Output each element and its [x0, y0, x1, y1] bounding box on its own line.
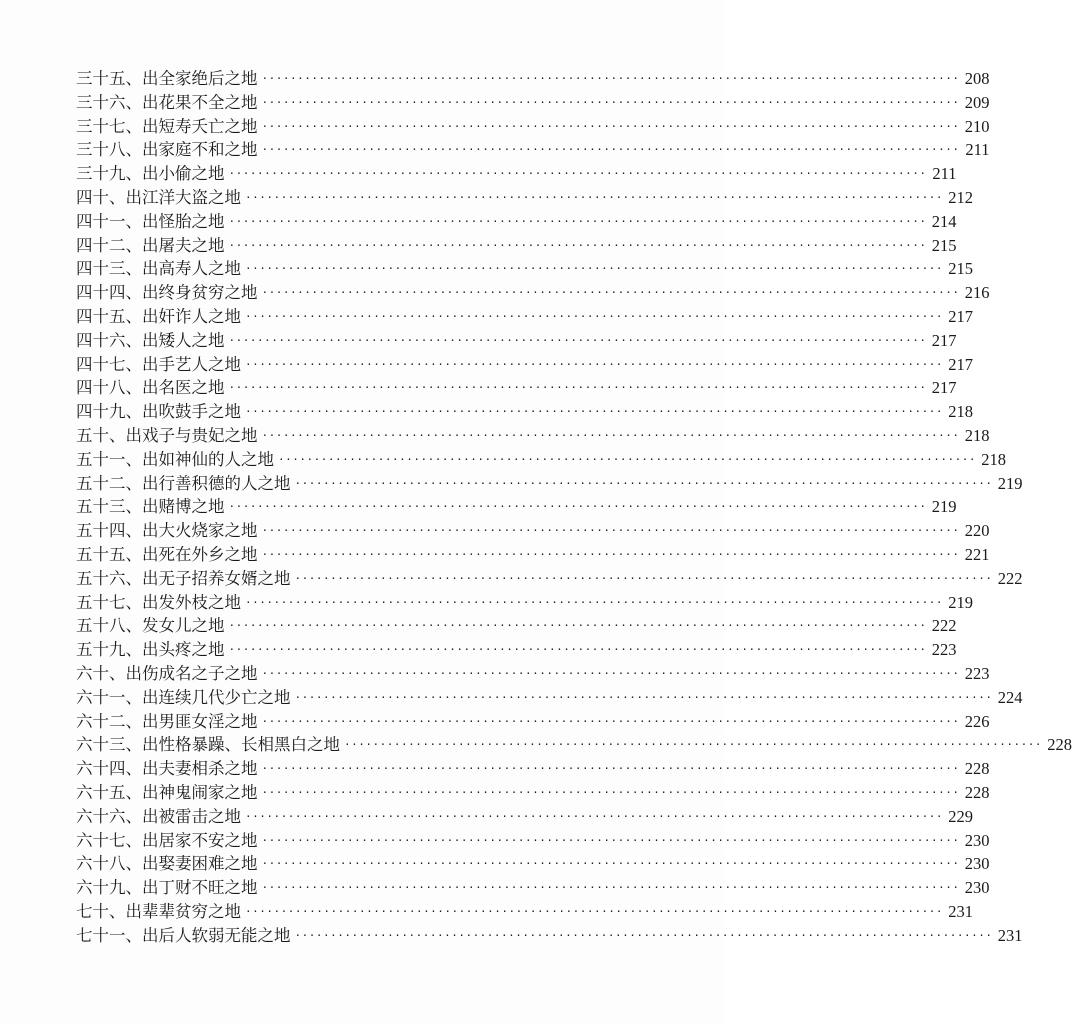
- toc-entry-page-number: 215: [948, 259, 974, 279]
- toc-entry: [76, 495, 957, 519]
- toc-entry-page-number: 211: [965, 140, 990, 160]
- toc-dot-leader: ··································································································: [245, 904, 944, 918]
- toc-entry-title: 四十五、出奸诈人之地: [76, 306, 241, 326]
- toc-dot-leader: ··································································································: [245, 262, 944, 276]
- toc-entry: [76, 257, 974, 281]
- toc-dot-leader: ··································································································: [245, 809, 944, 823]
- toc-dot-leader: ··································································································: [228, 333, 927, 347]
- toc-entry-page-number: 229: [948, 806, 974, 826]
- toc-entry-page-number: 219: [997, 473, 1023, 493]
- toc-dot-leader: ··································································································: [228, 500, 927, 514]
- toc-entry-page-number: 228: [964, 759, 990, 779]
- toc-dot-leader: ··································································································: [245, 357, 944, 371]
- toc-dot-leader: ··································································································: [261, 547, 960, 561]
- toc-dot-leader: ··································································································: [294, 690, 993, 704]
- toc-entry-title: 七十、出辈辈贫穷之地: [76, 901, 241, 921]
- toc-entry: [76, 710, 990, 734]
- toc-dot-leader: ··································································································: [228, 214, 927, 228]
- toc-entry: [76, 448, 1007, 472]
- toc-entry-title: 五十九、出头疼之地: [76, 640, 225, 660]
- toc-entry: [76, 591, 974, 615]
- toc-dot-leader: ··································································································: [261, 714, 960, 728]
- toc-entry-title: 四十、出江洋大盗之地: [76, 187, 241, 207]
- toc-dot-leader: ··································································································: [261, 119, 960, 133]
- toc-dot-leader: ··································································································: [294, 928, 993, 942]
- toc-entry: [76, 829, 990, 853]
- toc-entry-page-number: 208: [964, 69, 990, 88]
- toc-entry: [76, 757, 990, 781]
- toc-entry-page-number: 223: [931, 640, 957, 660]
- toc-entry-title: 六十五、出神鬼闹家之地: [76, 782, 258, 802]
- toc-dot-leader: ··································································································: [261, 833, 960, 847]
- toc-entry-title: 五十、出戏子与贵妃之地: [76, 425, 258, 445]
- toc-entry-page-number: 210: [964, 116, 990, 136]
- toc-entry: [76, 162, 957, 186]
- toc-entry-title: 四十九、出吹鼓手之地: [76, 402, 241, 422]
- toc-entry-title: 四十七、出手艺人之地: [76, 354, 241, 374]
- toc-entry-page-number: 218: [981, 449, 1007, 469]
- toc-entry-page-number: 211: [932, 164, 957, 184]
- toc-dot-leader: ··································································································: [261, 666, 960, 680]
- toc-entry-page-number: 221: [964, 544, 990, 564]
- toc-dot-leader: ··································································································: [228, 619, 927, 633]
- toc-dot-leader: ··································································································: [278, 452, 977, 466]
- toc-entry-title: 四十二、出屠夫之地: [76, 235, 225, 255]
- toc-entry-title: 三十八、出家庭不和之地: [76, 140, 258, 160]
- toc-entry-page-number: 218: [948, 402, 974, 422]
- toc-entry-title: 四十三、出高寿人之地: [76, 259, 241, 279]
- toc-entry-page-number: 209: [964, 92, 990, 112]
- toc-entry: [76, 281, 990, 305]
- toc-entry-title: 六十四、出夫妻相杀之地: [76, 759, 258, 779]
- toc-entry-title: 四十八、出名医之地: [76, 378, 225, 398]
- toc-dot-leader: ··································································································: [261, 762, 960, 776]
- toc-entry: [76, 805, 974, 829]
- toc-dot-leader: ··································································································: [245, 595, 944, 609]
- toc-entry-title: 五十七、出发外枝之地: [76, 592, 241, 612]
- toc-entry-page-number: 231: [948, 901, 974, 921]
- toc-entry-title: 五十六、出无子招养女婿之地: [76, 568, 291, 588]
- toc-entry-title: 四十四、出终身贫穷之地: [76, 283, 258, 303]
- toc-entry-page-number: 214: [931, 211, 957, 231]
- toc-entry-title: 六十六、出被雷击之地: [76, 806, 241, 826]
- toc-dot-leader: ··································································································: [261, 881, 960, 895]
- toc-entry: [76, 876, 990, 900]
- toc-entry-page-number: 231: [997, 925, 1023, 945]
- toc-entry-title: 三十七、出短寿夭亡之地: [76, 116, 258, 136]
- toc-entry-page-number: 222: [931, 616, 957, 636]
- toc-entry-title: 六十七、出居家不安之地: [76, 830, 258, 850]
- toc-dot-leader: ··································································································: [228, 381, 927, 395]
- toc-entry: [76, 376, 957, 400]
- toc-entry-title: 五十三、出赌博之地: [76, 497, 225, 517]
- toc-dot-leader: ··································································································: [294, 476, 993, 490]
- toc-entry: [76, 924, 1023, 948]
- toc-entry-page-number: 220: [964, 521, 990, 541]
- toc-dot-leader: ··································································································: [261, 785, 960, 799]
- toc-dot-leader: ··································································································: [294, 571, 993, 585]
- toc-entry-page-number: 218: [964, 425, 990, 445]
- toc-entry-title: 六十、出伤成名之子之地: [76, 663, 258, 683]
- toc-entry-title: 六十八、出娶妻困难之地: [76, 854, 258, 874]
- toc-entry-page-number: 230: [964, 854, 990, 874]
- toc-entry: [76, 781, 990, 805]
- toc-entry-page-number: 224: [997, 687, 1023, 707]
- toc-entry-page-number: 226: [964, 711, 990, 731]
- toc-entry: [76, 234, 957, 258]
- toc-entry-page-number: 215: [931, 235, 957, 255]
- toc-dot-leader: ··································································································: [261, 857, 960, 871]
- toc-entry: [76, 400, 974, 424]
- toc-entry: [76, 900, 974, 924]
- toc-entry: [76, 519, 990, 543]
- toc-entry-page-number: 230: [964, 830, 990, 850]
- toc-entry: [76, 186, 974, 210]
- toc-entry: [76, 852, 990, 876]
- toc-entry: [76, 472, 1023, 496]
- toc-entry-title: 六十二、出男匪女淫之地: [76, 711, 258, 731]
- toc-entry-title: 五十四、出大火烧家之地: [76, 521, 258, 541]
- toc-dot-leader: ··································································································: [261, 524, 960, 538]
- toc-dot-leader: ··································································································: [261, 286, 960, 300]
- toc-entry-title: 五十八、发女儿之地: [76, 616, 225, 636]
- toc-entry: [76, 543, 990, 567]
- toc-entry: [76, 329, 957, 353]
- toc-entry-page-number: 217: [931, 378, 957, 398]
- table-of-contents: [76, 67, 1072, 947]
- toc-entry-page-number: 223: [964, 663, 990, 683]
- toc-entry-page-number: 217: [948, 306, 974, 326]
- toc-entry: [76, 115, 990, 139]
- toc-entry-page-number: 219: [931, 497, 957, 517]
- toc-entry-title: 四十一、出怪胎之地: [76, 211, 225, 231]
- toc-dot-leader: ··································································································: [245, 405, 944, 419]
- toc-entry-title: 六十一、出连续几代少亡之地: [76, 687, 291, 707]
- toc-entry-title: 五十一、出如神仙的人之地: [76, 449, 274, 469]
- toc-entry-page-number: 217: [948, 354, 974, 374]
- toc-entry: [76, 733, 1072, 757]
- toc-entry-title: 三十九、出小偷之地: [76, 164, 225, 184]
- toc-entry-page-number: 228: [1047, 735, 1072, 755]
- toc-dot-leader: ··································································································: [245, 309, 944, 323]
- toc-entry-title: 三十五、出全家绝后之地: [76, 69, 258, 88]
- toc-entry: [76, 138, 990, 162]
- toc-dot-leader: ··································································································: [344, 738, 1043, 752]
- toc-entry-title: 六十三、出性格暴躁、长相黑白之地: [76, 735, 340, 755]
- toc-entry-title: 四十六、出矮人之地: [76, 330, 225, 350]
- toc-entry: [76, 91, 990, 115]
- toc-entry-title: 七十一、出后人软弱无能之地: [76, 925, 291, 945]
- toc-entry: [76, 614, 957, 638]
- toc-entry-page-number: 212: [948, 187, 974, 207]
- toc-entry-page-number: 230: [964, 878, 990, 898]
- toc-dot-leader: ··································································································: [228, 238, 927, 252]
- toc-entry: [76, 424, 990, 448]
- toc-entry: [76, 353, 974, 377]
- toc-dot-leader: ··································································································: [228, 643, 927, 657]
- toc-dot-leader: ··································································································: [261, 72, 960, 85]
- toc-entry-page-number: 217: [931, 330, 957, 350]
- toc-dot-leader: ··································································································: [245, 190, 944, 204]
- toc-dot-leader: ··································································································: [261, 143, 960, 157]
- toc-entry-title: 六十九、出丁财不旺之地: [76, 878, 258, 898]
- toc-entry: [76, 305, 974, 329]
- toc-dot-leader: ··································································································: [261, 428, 960, 442]
- toc-dot-leader: ··································································································: [261, 95, 960, 109]
- toc-entry-title: 五十二、出行善积德的人之地: [76, 473, 291, 493]
- toc-entry: [76, 662, 990, 686]
- toc-entry: [76, 67, 990, 91]
- toc-entry-page-number: 222: [997, 568, 1023, 588]
- toc-entry-page-number: 219: [948, 592, 974, 612]
- toc-entry: [76, 686, 1023, 710]
- toc-entry-page-number: 216: [964, 283, 990, 303]
- toc-entry-title: 五十五、出死在外乡之地: [76, 544, 258, 564]
- toc-entry: [76, 210, 957, 234]
- toc-dot-leader: ··································································································: [228, 167, 927, 181]
- toc-entry: [76, 567, 1023, 591]
- toc-entry-page-number: 228: [964, 782, 990, 802]
- toc-entry: [76, 638, 957, 662]
- toc-entry-title: 三十六、出花果不全之地: [76, 92, 258, 112]
